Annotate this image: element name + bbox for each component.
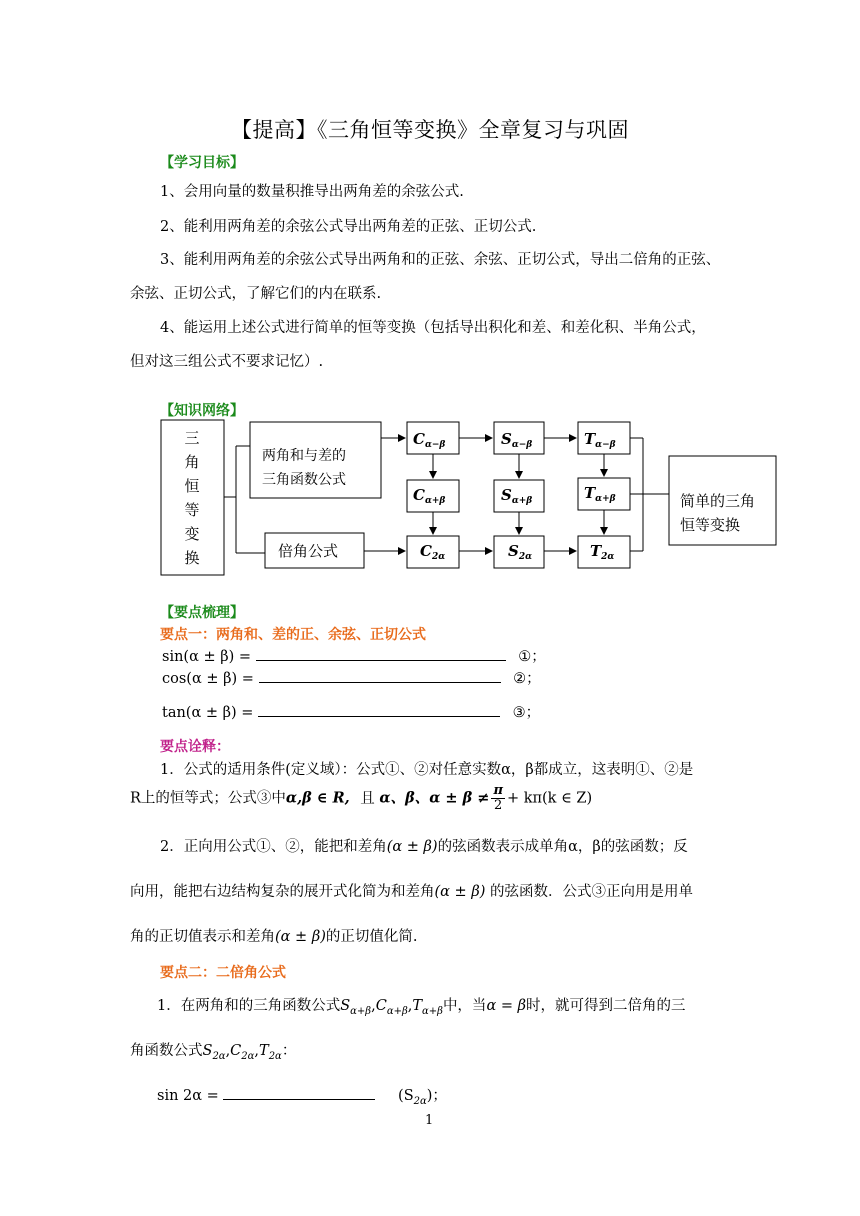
- knowledge-network-diagram: [0, 0, 860, 600]
- answer-blank: [258, 702, 500, 717]
- formula-label: sin(α ± β) =: [162, 649, 252, 665]
- formula-sin-2a: $\sin 2\alpha = (S_{2\alpha})$；: [157, 1084, 447, 1107]
- formula-box-line: 两角和与差的: [262, 448, 346, 464]
- formula-tan-sum: [162, 701, 540, 722]
- answer-blank: [223, 1085, 375, 1100]
- explain-1-line-1: 1．公式的适用条件(定义域）：公式①、②对任意实数α，β都成立，这表明①、②是: [160, 762, 694, 778]
- formula-tag: $(S_{2\alpha})$；: [398, 1088, 447, 1107]
- left-box-char: 换: [184, 549, 200, 567]
- left-box-char: 三: [184, 429, 200, 447]
- formula-number: ②；: [513, 671, 541, 687]
- objective-item: 4、能运用上述公式进行简单的恒等变换（包括导出积化和差、和差化积、半角公式，: [160, 320, 706, 336]
- objective-item: 1、会用向量的数量积推导出两角差的余弦公式.: [160, 184, 464, 200]
- objective-item: 余弦、正切公式，了解它们的内在联系.: [130, 286, 382, 302]
- node-c-2a: $C_{2\alpha}$: [420, 542, 446, 562]
- point2-line-2: 角函数公式$S_{2\alpha},C_{2\alpha},T_{2\alpha}$：: [130, 1043, 297, 1062]
- objective-item: 但对这三组公式不要求记忆）.: [130, 354, 324, 370]
- explain-2-line-1: 2．正向用公式①、②，能把和差角(α ± β)的弦函数表示成单角α，β的弦函数；反: [160, 839, 688, 855]
- left-box-char: 变: [184, 525, 200, 543]
- objectives-heading: 【学习目标】: [160, 155, 244, 171]
- node-s-plus: $S_{\alpha+\beta}$: [501, 486, 533, 506]
- node-t-minus: $T_{\alpha-\beta}$: [584, 430, 616, 450]
- node-c-plus: $C_{\alpha+\beta}$: [413, 486, 446, 506]
- formula-cos-sum: [162, 667, 541, 688]
- node-t-plus: $T_{\alpha+\beta}$: [584, 484, 616, 504]
- answer-blank: [259, 668, 501, 683]
- point1-heading: 要点一：两角和、差的正、余弦、正切公式: [160, 627, 426, 643]
- node-s-minus: $S_{\alpha-\beta}$: [501, 430, 533, 450]
- network-heading: 【知识网络】: [160, 403, 244, 419]
- point2-heading: 要点二：二倍角公式: [160, 965, 286, 981]
- formula-number: ①；: [518, 649, 546, 665]
- objective-item: 3、能利用两角差的余弦公式导出两角和的正弦、余弦、正切公式，导出二倍角的正弦、: [160, 252, 721, 268]
- page-number: 1: [425, 1113, 434, 1128]
- right-box-line: 简单的三角: [680, 492, 756, 510]
- formula-label: tan(α ± β) =: [162, 705, 254, 721]
- pi-over-2: $\frac{\pi}{2}$: [493, 783, 503, 813]
- explain-heading: 要点诠释：: [160, 739, 230, 755]
- formula-label: cos(α ± β) =: [162, 671, 254, 687]
- explain-2-line-2: 向用，能把右边结构复杂的展开式化简为和差角(α ± β) 的弦函数．公式③正向用是用单: [130, 884, 693, 900]
- node-t-2a: $T_{2\alpha}$: [590, 542, 615, 562]
- formula-box-line: 三角函数公式: [262, 472, 346, 488]
- point2-line-1: 1．在两角和的三角函数公式$S_{\alpha+\beta},C_{\alpha+\beta},T_{\alpha+\beta}$中，当α = β时，就可得到二倍角的三: [157, 998, 686, 1017]
- left-box-char: 恒: [184, 477, 200, 495]
- double-angle-label: 倍角公式: [278, 542, 339, 560]
- right-box-line: 恒等变换: [680, 516, 741, 534]
- objective-item: 2、能利用两角差的余弦公式导出两角差的正弦、正切公式.: [160, 219, 537, 235]
- formula-sin-sum: [162, 645, 546, 666]
- left-box-char: 等: [184, 501, 200, 519]
- explain-2-line-3: 角的正切值表示和差角(α ± β)的正切值化简.: [130, 929, 418, 945]
- node-s-2a: $S_{2\alpha}$: [508, 542, 533, 562]
- answer-blank: [256, 646, 506, 661]
- left-box-char: 角: [184, 453, 200, 471]
- page-title: 【提高】《三角恒等变换》全章复习与巩固: [231, 118, 629, 142]
- explain-1-line-2: R上的恒等式；公式③中α,β ∈ R, 且 α、β、α ± β ≠ $\frac{\pi}{2}$ + kπ(k ∈ Z): [130, 783, 593, 813]
- keypoints-heading: 【要点梳理】: [160, 605, 244, 621]
- formula-number: ③；: [512, 705, 541, 721]
- node-c-minus: $C_{\alpha-\beta}$: [413, 430, 446, 450]
